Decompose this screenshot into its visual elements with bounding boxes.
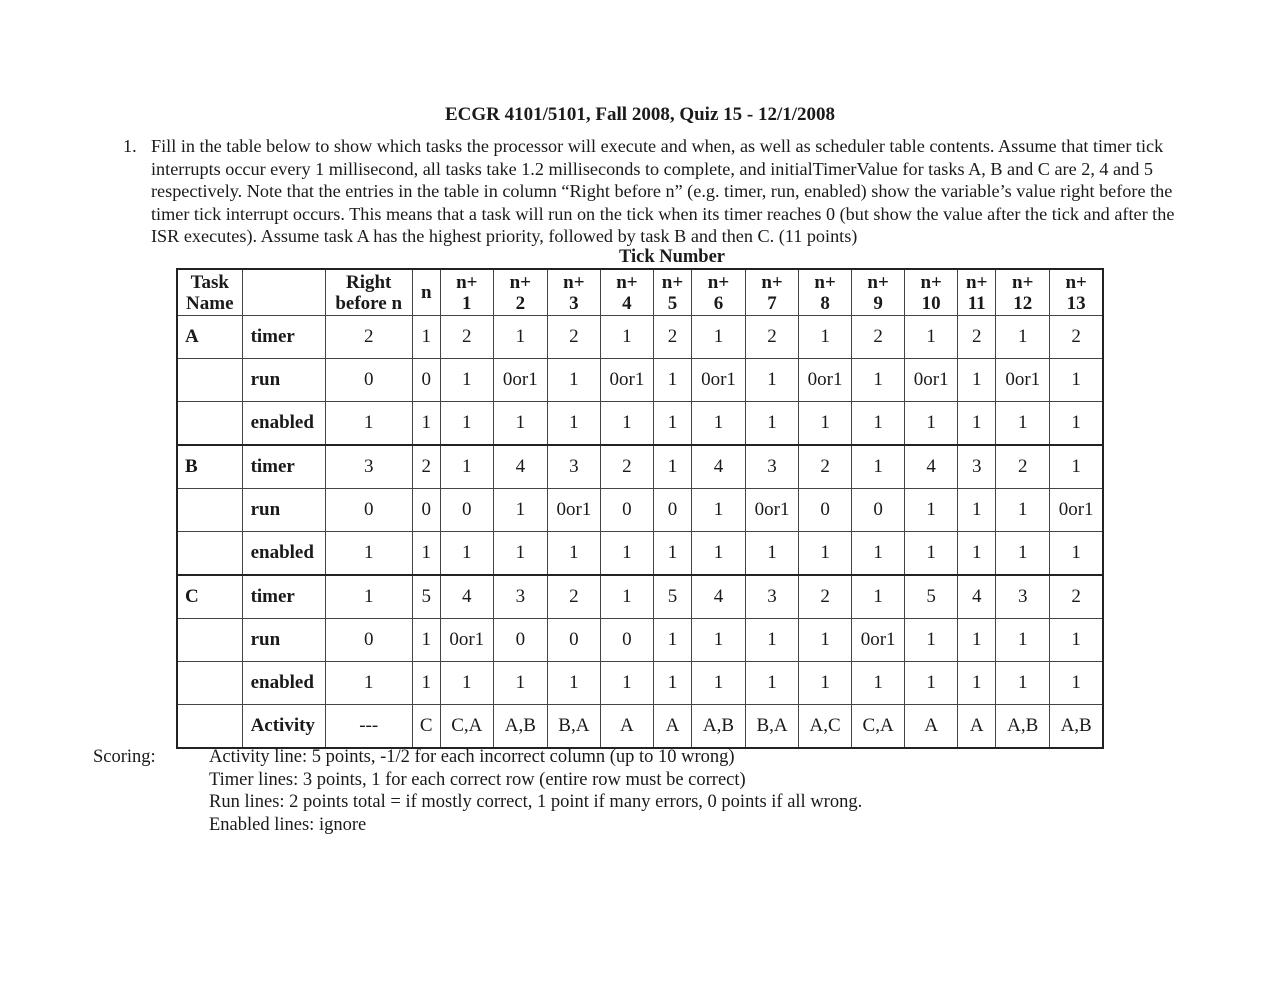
task-name-cell: C bbox=[177, 575, 242, 619]
value-cell: 1 bbox=[493, 489, 547, 532]
value-cell: 1 bbox=[996, 316, 1050, 359]
header-tick: n+ 3 bbox=[547, 269, 600, 316]
table-header-row bbox=[177, 269, 1103, 316]
value-cell: 2 bbox=[852, 316, 905, 359]
value-cell: 1 bbox=[799, 619, 852, 662]
variable-name-cell: Activity bbox=[242, 705, 325, 749]
value-cell: 1 bbox=[996, 489, 1050, 532]
value-cell: 1 bbox=[325, 402, 412, 446]
value-cell: 1 bbox=[547, 359, 600, 402]
value-cell: 1 bbox=[746, 662, 799, 705]
value-cell: 0or1 bbox=[799, 359, 852, 402]
header-tick: n+ 9 bbox=[852, 269, 905, 316]
scoring-line: Activity line: 5 points, -1/2 for each incorrect column (up to 10 wrong) bbox=[209, 747, 735, 767]
header-tick: n+ 10 bbox=[905, 269, 958, 316]
task-name-cell: A bbox=[177, 316, 242, 359]
value-cell: 1 bbox=[440, 532, 493, 576]
task-name-cell bbox=[177, 359, 242, 402]
variable-name-cell: enabled bbox=[242, 402, 325, 446]
value-cell: 2 bbox=[1050, 316, 1103, 359]
value-cell: 1 bbox=[440, 402, 493, 446]
value-cell: 1 bbox=[799, 662, 852, 705]
value-cell: 0 bbox=[600, 619, 653, 662]
value-cell: 0 bbox=[600, 489, 653, 532]
variable-name-cell: timer bbox=[242, 445, 325, 489]
value-cell: 1 bbox=[547, 532, 600, 576]
header-tick: n+ 1 bbox=[440, 269, 493, 316]
value-cell: 1 bbox=[996, 402, 1050, 446]
value-cell: 1 bbox=[691, 619, 745, 662]
value-cell: 2 bbox=[746, 316, 799, 359]
value-cell: 0 bbox=[325, 619, 412, 662]
value-cell: 1 bbox=[1050, 359, 1103, 402]
value-cell: 3 bbox=[996, 575, 1050, 619]
task-name-cell bbox=[177, 705, 242, 749]
table-row bbox=[177, 532, 1103, 576]
header-tick: n+ 11 bbox=[958, 269, 996, 316]
task-name-cell bbox=[177, 489, 242, 532]
variable-name-cell: run bbox=[242, 489, 325, 532]
value-cell: 1 bbox=[852, 575, 905, 619]
value-cell: 0 bbox=[325, 489, 412, 532]
header-n: n bbox=[412, 269, 440, 316]
value-cell: 0 bbox=[653, 489, 691, 532]
scheduler-table bbox=[176, 268, 1104, 749]
value-cell: 1 bbox=[852, 662, 905, 705]
table-row bbox=[177, 359, 1103, 402]
value-cell: C bbox=[412, 705, 440, 749]
value-cell: A bbox=[600, 705, 653, 749]
question-number: 1. bbox=[123, 136, 137, 156]
value-cell: 1 bbox=[799, 532, 852, 576]
value-cell: 0 bbox=[799, 489, 852, 532]
value-cell: 4 bbox=[493, 445, 547, 489]
value-cell: 4 bbox=[958, 575, 996, 619]
value-cell: 2 bbox=[547, 575, 600, 619]
value-cell: 0or1 bbox=[1050, 489, 1103, 532]
value-cell: 1 bbox=[996, 532, 1050, 576]
value-cell: 0or1 bbox=[691, 359, 745, 402]
value-cell: 1 bbox=[958, 619, 996, 662]
value-cell: 1 bbox=[905, 402, 958, 446]
table-row bbox=[177, 402, 1103, 446]
value-cell: 1 bbox=[905, 532, 958, 576]
table-row bbox=[177, 575, 1103, 619]
value-cell: 1 bbox=[852, 445, 905, 489]
question-text: Fill in the table below to show which tasks the processor will execute and when, as well as scheduler table contents. Assume that timer tick interrupts occur every 1 millisecond, all tasks take 1.2 milliseconds to complete, and initialTimerValue for tasks A, B and C are 2, 4 and 5 respectively. Note that the entries in the table in column “Right before n” (e.g. timer, run, enabled) show the variable’s value right before the timer tick interrupt occurs. This means that a task will run on the tick when its timer reaches 0 (but show the value after the tick and after the ISR executes). Assume task A has the highest priority, followed by task B and then C. (11 points) bbox=[151, 136, 1175, 246]
value-cell: 3 bbox=[547, 445, 600, 489]
value-cell: 1 bbox=[600, 316, 653, 359]
value-cell: 1 bbox=[691, 662, 745, 705]
value-cell: A,C bbox=[799, 705, 852, 749]
value-cell: 1 bbox=[746, 359, 799, 402]
value-cell: A bbox=[905, 705, 958, 749]
value-cell: 1 bbox=[440, 445, 493, 489]
value-cell: 1 bbox=[600, 532, 653, 576]
value-cell: 1 bbox=[653, 662, 691, 705]
value-cell: 1 bbox=[799, 402, 852, 446]
value-cell: 0or1 bbox=[600, 359, 653, 402]
value-cell: 5 bbox=[412, 575, 440, 619]
value-cell: A bbox=[653, 705, 691, 749]
table-row bbox=[177, 445, 1103, 489]
header-task-name: Task Name bbox=[177, 269, 242, 316]
header-tick: n+ 4 bbox=[600, 269, 653, 316]
value-cell: 1 bbox=[600, 575, 653, 619]
value-cell: 1 bbox=[691, 316, 745, 359]
value-cell: 1 bbox=[905, 619, 958, 662]
value-cell: 1 bbox=[325, 575, 412, 619]
value-cell: 1 bbox=[653, 619, 691, 662]
value-cell: 1 bbox=[746, 619, 799, 662]
value-cell: 5 bbox=[653, 575, 691, 619]
table-row bbox=[177, 489, 1103, 532]
value-cell: 2 bbox=[325, 316, 412, 359]
value-cell: 0 bbox=[325, 359, 412, 402]
value-cell: 1 bbox=[493, 316, 547, 359]
table-row bbox=[177, 705, 1103, 749]
value-cell: 1 bbox=[325, 662, 412, 705]
value-cell: 0 bbox=[547, 619, 600, 662]
value-cell: 1 bbox=[1050, 445, 1103, 489]
page-title: ECGR 4101/5101, Fall 2008, Quiz 15 - 12/1/2008 bbox=[444, 104, 836, 125]
table-row bbox=[177, 619, 1103, 662]
tick-number-heading: Tick Number bbox=[618, 247, 726, 267]
value-cell: 2 bbox=[547, 316, 600, 359]
header-tick: n+ 7 bbox=[746, 269, 799, 316]
value-cell: 2 bbox=[996, 445, 1050, 489]
task-name-cell bbox=[177, 662, 242, 705]
value-cell: C,A bbox=[852, 705, 905, 749]
value-cell: 1 bbox=[412, 532, 440, 576]
header-tick: n+ 2 bbox=[493, 269, 547, 316]
value-cell: 1 bbox=[412, 619, 440, 662]
value-cell: 1 bbox=[958, 489, 996, 532]
value-cell: 0or1 bbox=[996, 359, 1050, 402]
task-name-cell: B bbox=[177, 445, 242, 489]
value-cell: 1 bbox=[746, 532, 799, 576]
value-cell: 0or1 bbox=[746, 489, 799, 532]
value-cell: 1 bbox=[852, 532, 905, 576]
value-cell: 0or1 bbox=[852, 619, 905, 662]
header-tick: n+ 12 bbox=[996, 269, 1050, 316]
value-cell: A,B bbox=[996, 705, 1050, 749]
scoring-label: Scoring: bbox=[93, 747, 156, 767]
value-cell: 1 bbox=[691, 489, 745, 532]
value-cell: 1 bbox=[958, 359, 996, 402]
table-row bbox=[177, 662, 1103, 705]
value-cell: 4 bbox=[691, 575, 745, 619]
variable-name-cell: timer bbox=[242, 316, 325, 359]
header-variable bbox=[242, 269, 325, 316]
value-cell: 0 bbox=[412, 489, 440, 532]
value-cell: 1 bbox=[547, 662, 600, 705]
value-cell: 5 bbox=[905, 575, 958, 619]
value-cell: 1 bbox=[653, 402, 691, 446]
value-cell: 3 bbox=[958, 445, 996, 489]
task-name-cell bbox=[177, 619, 242, 662]
value-cell: 0or1 bbox=[905, 359, 958, 402]
value-cell: --- bbox=[325, 705, 412, 749]
value-cell: 1 bbox=[440, 662, 493, 705]
value-cell: 3 bbox=[746, 575, 799, 619]
value-cell: 4 bbox=[905, 445, 958, 489]
value-cell: 4 bbox=[440, 575, 493, 619]
value-cell: 2 bbox=[958, 316, 996, 359]
value-cell: 3 bbox=[493, 575, 547, 619]
variable-name-cell: run bbox=[242, 619, 325, 662]
value-cell: 4 bbox=[691, 445, 745, 489]
value-cell: 1 bbox=[1050, 662, 1103, 705]
value-cell: 1 bbox=[600, 662, 653, 705]
value-cell: 1 bbox=[412, 662, 440, 705]
value-cell: 1 bbox=[799, 316, 852, 359]
value-cell: A,B bbox=[493, 705, 547, 749]
value-cell: 1 bbox=[600, 402, 653, 446]
value-cell: 1 bbox=[958, 402, 996, 446]
value-cell: C,A bbox=[440, 705, 493, 749]
scoring-line: Timer lines: 3 points, 1 for each correct row (entire row must be correct) bbox=[209, 769, 746, 790]
value-cell: 3 bbox=[325, 445, 412, 489]
value-cell: 1 bbox=[905, 316, 958, 359]
value-cell: 1 bbox=[852, 359, 905, 402]
scoring-lines bbox=[209, 746, 862, 837]
value-cell: 0 bbox=[493, 619, 547, 662]
value-cell: 0or1 bbox=[440, 619, 493, 662]
value-cell: 0 bbox=[412, 359, 440, 402]
value-cell: 1 bbox=[412, 402, 440, 446]
header-right-before-n: Right before n bbox=[325, 269, 412, 316]
header-tick: n+ 5 bbox=[653, 269, 691, 316]
value-cell: 0 bbox=[440, 489, 493, 532]
value-cell: 1 bbox=[653, 445, 691, 489]
scoring-line: Run lines: 2 points total = if mostly correct, 1 point if many errors, 0 points if all wrong. bbox=[209, 792, 863, 813]
value-cell: 1 bbox=[958, 532, 996, 576]
value-cell: 0 bbox=[852, 489, 905, 532]
value-cell: 3 bbox=[746, 445, 799, 489]
value-cell: 2 bbox=[799, 445, 852, 489]
variable-name-cell: timer bbox=[242, 575, 325, 619]
variable-name-cell: enabled bbox=[242, 662, 325, 705]
value-cell: 1 bbox=[412, 316, 440, 359]
value-cell: 1 bbox=[1050, 532, 1103, 576]
value-cell: 2 bbox=[600, 445, 653, 489]
value-cell: 1 bbox=[905, 489, 958, 532]
value-cell: 1 bbox=[691, 402, 745, 446]
header-tick: n+ 8 bbox=[799, 269, 852, 316]
value-cell: 1 bbox=[653, 359, 691, 402]
value-cell: 1 bbox=[493, 532, 547, 576]
header-tick: n+ 6 bbox=[691, 269, 745, 316]
table-row bbox=[177, 316, 1103, 359]
table-body bbox=[177, 316, 1103, 749]
value-cell: 2 bbox=[412, 445, 440, 489]
header-tick: n+ 13 bbox=[1050, 269, 1103, 316]
value-cell: 1 bbox=[440, 359, 493, 402]
value-cell: 1 bbox=[958, 662, 996, 705]
value-cell: 0or1 bbox=[547, 489, 600, 532]
value-cell: 1 bbox=[996, 662, 1050, 705]
value-cell: 1 bbox=[905, 662, 958, 705]
value-cell: 1 bbox=[547, 402, 600, 446]
value-cell: 1 bbox=[653, 532, 691, 576]
value-cell: 1 bbox=[691, 532, 745, 576]
value-cell: 1 bbox=[1050, 619, 1103, 662]
value-cell: 1 bbox=[493, 402, 547, 446]
value-cell: 2 bbox=[1050, 575, 1103, 619]
task-name-cell bbox=[177, 532, 242, 576]
value-cell: A bbox=[958, 705, 996, 749]
value-cell: 2 bbox=[799, 575, 852, 619]
variable-name-cell: enabled bbox=[242, 532, 325, 576]
variable-name-cell: run bbox=[242, 359, 325, 402]
value-cell: A,B bbox=[691, 705, 745, 749]
value-cell: 0or1 bbox=[493, 359, 547, 402]
scoring-line: Enabled lines: ignore bbox=[209, 815, 367, 836]
value-cell: 1 bbox=[746, 402, 799, 446]
value-cell: 1 bbox=[493, 662, 547, 705]
task-name-cell bbox=[177, 402, 242, 446]
value-cell: 2 bbox=[653, 316, 691, 359]
value-cell: 2 bbox=[440, 316, 493, 359]
value-cell: B,A bbox=[746, 705, 799, 749]
value-cell: 1 bbox=[852, 402, 905, 446]
value-cell: B,A bbox=[547, 705, 600, 749]
value-cell: 1 bbox=[996, 619, 1050, 662]
value-cell: 1 bbox=[1050, 402, 1103, 446]
value-cell: 1 bbox=[325, 532, 412, 576]
value-cell: A,B bbox=[1050, 705, 1103, 749]
